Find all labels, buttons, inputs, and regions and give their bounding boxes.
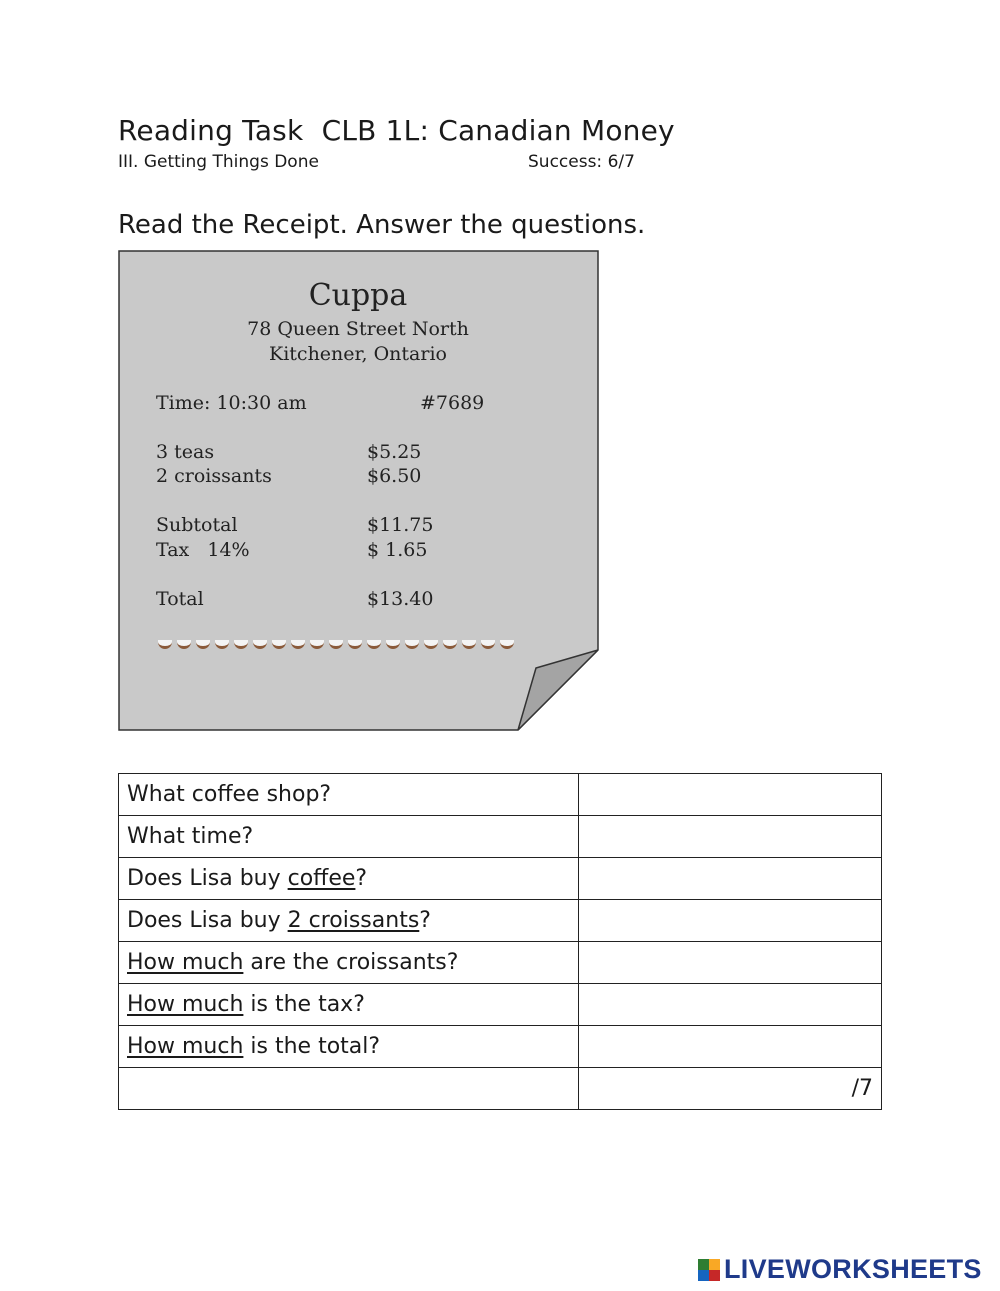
underlined-word: 2 croissants: [287, 908, 420, 933]
answer-box[interactable]: [579, 858, 882, 900]
underlined-word: How much: [127, 1034, 244, 1059]
receipt-address-line1: 78 Queen Street North: [247, 318, 469, 340]
question-table: [118, 773, 882, 1110]
underlined-word: How much: [127, 950, 244, 975]
table-row: [119, 1068, 882, 1110]
question-text: are the croissants?: [243, 950, 459, 975]
answer-box[interactable]: [579, 816, 882, 858]
table-row: [119, 774, 882, 816]
coffee-cup-icon: [462, 640, 476, 649]
coffee-cup-icon: [348, 640, 362, 649]
brand-name: LIVEWORKSHEETS: [724, 1254, 982, 1284]
answer-box[interactable]: [579, 900, 882, 942]
receipt-subtotal-value: $11.75: [367, 514, 434, 536]
receipt-tax-value: $ 1.65: [367, 539, 428, 561]
receipt-item-name: 3 teas: [156, 441, 215, 463]
coffee-cup-icon: [443, 640, 457, 649]
table-row: [119, 858, 882, 900]
question-cell: [119, 858, 579, 900]
question-text: ?: [355, 866, 368, 891]
receipt-item-price: $5.25: [367, 441, 422, 463]
coffee-cup-icon: [234, 640, 248, 649]
coffee-cup-border: [158, 640, 514, 649]
answer-box[interactable]: [579, 984, 882, 1026]
table-row: [119, 1026, 882, 1068]
question-text: is the tax?: [243, 992, 365, 1017]
section-label: III. Getting Things Done: [118, 152, 319, 172]
question-cell: What time?: [119, 816, 579, 858]
receipt-time: Time: 10:30 am: [156, 392, 307, 414]
coffee-cup-icon: [291, 640, 305, 649]
question-text: Does Lisa buy: [127, 908, 288, 933]
underlined-word: coffee: [287, 866, 356, 891]
table-row: [119, 816, 882, 858]
receipt-total-label: Total: [156, 588, 204, 610]
coffee-cup-icon: [386, 640, 400, 649]
question-cell: [119, 900, 579, 942]
table-row: [119, 900, 882, 942]
coffee-cup-icon: [196, 640, 210, 649]
receipt-image: [118, 250, 600, 732]
table-row: [119, 984, 882, 1026]
liveworksheets-icon: [698, 1259, 720, 1281]
liveworksheets-logo: [698, 1254, 982, 1285]
receipt-address-line2: Kitchener, Ontario: [269, 343, 447, 365]
question-cell: [119, 942, 579, 984]
coffee-cup-icon: [500, 640, 514, 649]
answer-box[interactable]: [579, 1026, 882, 1068]
empty-cell: [119, 1068, 579, 1110]
underlined-word: How much: [127, 992, 244, 1017]
instruction-text: Read the Receipt. Answer the questions.: [118, 210, 646, 240]
question-cell: [119, 984, 579, 1026]
receipt-subtotal-label: Subtotal: [156, 514, 238, 536]
page-title: Reading Task CLB 1L: Canadian Money: [118, 114, 675, 147]
coffee-cup-icon: [424, 640, 438, 649]
question-cell: What coffee shop?: [119, 774, 579, 816]
answer-box[interactable]: [579, 774, 882, 816]
answer-box[interactable]: [579, 942, 882, 984]
coffee-cup-icon: [272, 640, 286, 649]
coffee-cup-icon: [310, 640, 324, 649]
coffee-cup-icon: [215, 640, 229, 649]
score-cell: /7: [579, 1068, 882, 1110]
coffee-cup-icon: [405, 640, 419, 649]
receipt-shop-name: Cuppa: [308, 278, 408, 313]
receipt-total-value: $13.40: [367, 588, 434, 610]
coffee-cup-icon: [367, 640, 381, 649]
coffee-cup-icon: [481, 640, 495, 649]
question-text: is the total?: [243, 1034, 381, 1059]
question-cell: [119, 1026, 579, 1068]
receipt-tax-label: Tax 14%: [156, 539, 250, 561]
table-row: [119, 942, 882, 984]
receipt-item-name: 2 croissants: [156, 465, 272, 487]
coffee-cup-icon: [177, 640, 191, 649]
question-text: Does Lisa buy: [127, 866, 288, 891]
question-text: ?: [419, 908, 431, 933]
success-criteria: Success: 6/7: [528, 152, 635, 172]
receipt-number: #7689: [420, 392, 485, 414]
coffee-cup-icon: [158, 640, 172, 649]
receipt-item-price: $6.50: [367, 465, 422, 487]
coffee-cup-icon: [329, 640, 343, 649]
coffee-cup-icon: [253, 640, 267, 649]
